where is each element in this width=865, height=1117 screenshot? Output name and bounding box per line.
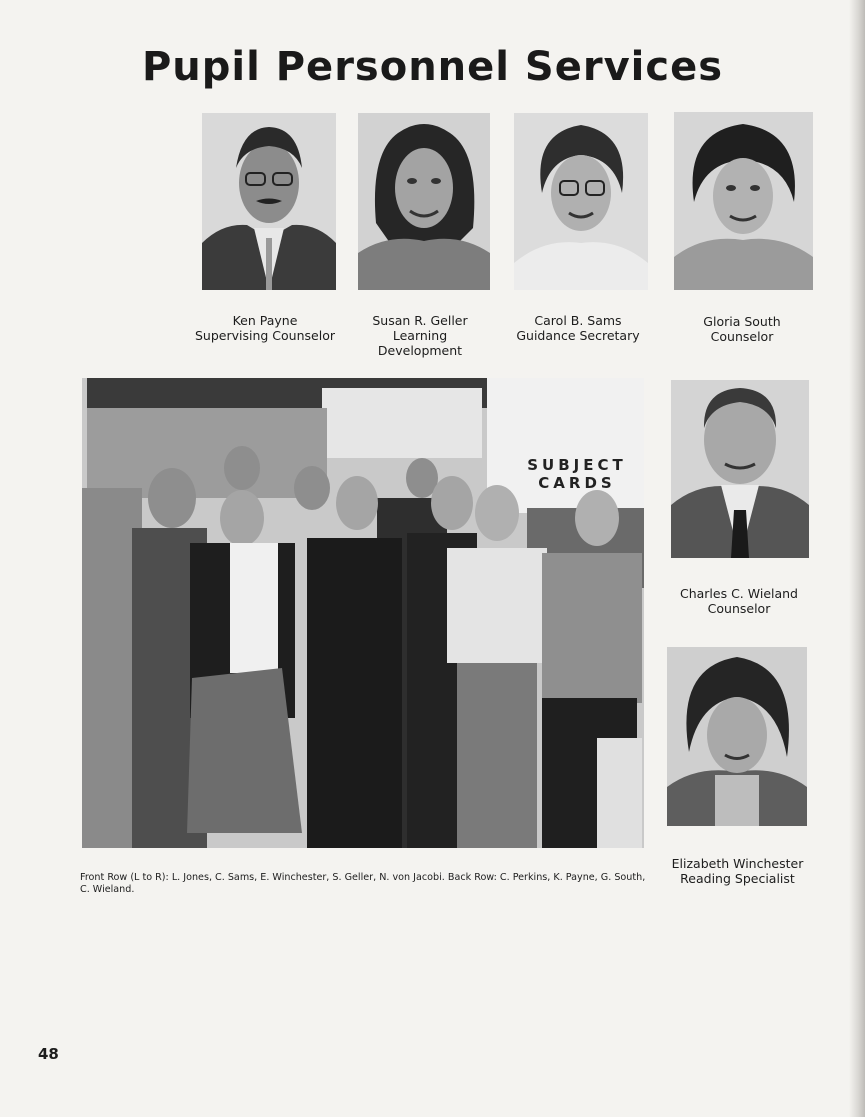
staff-role: Learning [392,328,448,343]
staff-name: Ken Payne [232,313,298,328]
portrait-elizabeth-winchester [667,647,807,826]
portrait-carol-sams [514,113,648,290]
portrait-ken-payne [202,113,336,290]
caption-carol-sams [503,313,653,343]
caption-elizabeth-winchester [655,856,820,886]
staff-role: Reading Specialist [680,871,795,886]
subject-cards-sign [512,456,642,492]
staff-role: Guidance Secretary [516,328,640,343]
group-photo [82,378,644,848]
sign-line-cards: CARDS [538,474,616,492]
staff-name: Elizabeth Winchester [671,856,804,871]
portrait-gloria-south [674,112,813,290]
staff-role: Counselor [710,329,774,344]
staff-name: Charles C. Wieland [679,586,798,601]
staff-role: Supervising Counselor [195,328,335,343]
page-title: Pupil Personnel Services [141,44,724,90]
portrait-charles-wieland [671,380,809,558]
group-photo-caption: Front Row (L to R): L. Jones, C. Sams, E. Winchester, S. Geller, N. von Jacobi. Back Row: C. Perkins, K. Payne, G. South, C. Wieland. [80,872,646,895]
staff-name: Gloria South [703,314,781,329]
caption-charles-wieland [664,586,814,616]
staff-name: Susan R. Geller [372,313,468,328]
staff-name: Carol B. Sams [534,313,622,328]
portrait-susan-geller [358,113,490,290]
caption-susan-geller [350,313,490,358]
sign-line-subject: SUBJECT [527,456,627,474]
page-number: 48 [38,1045,59,1063]
caption-ken-payne [190,313,340,343]
staff-role: Development [377,343,463,358]
page-edge-shadow [849,0,865,1117]
caption-gloria-south [667,314,817,344]
staff-role: Counselor [707,601,771,616]
